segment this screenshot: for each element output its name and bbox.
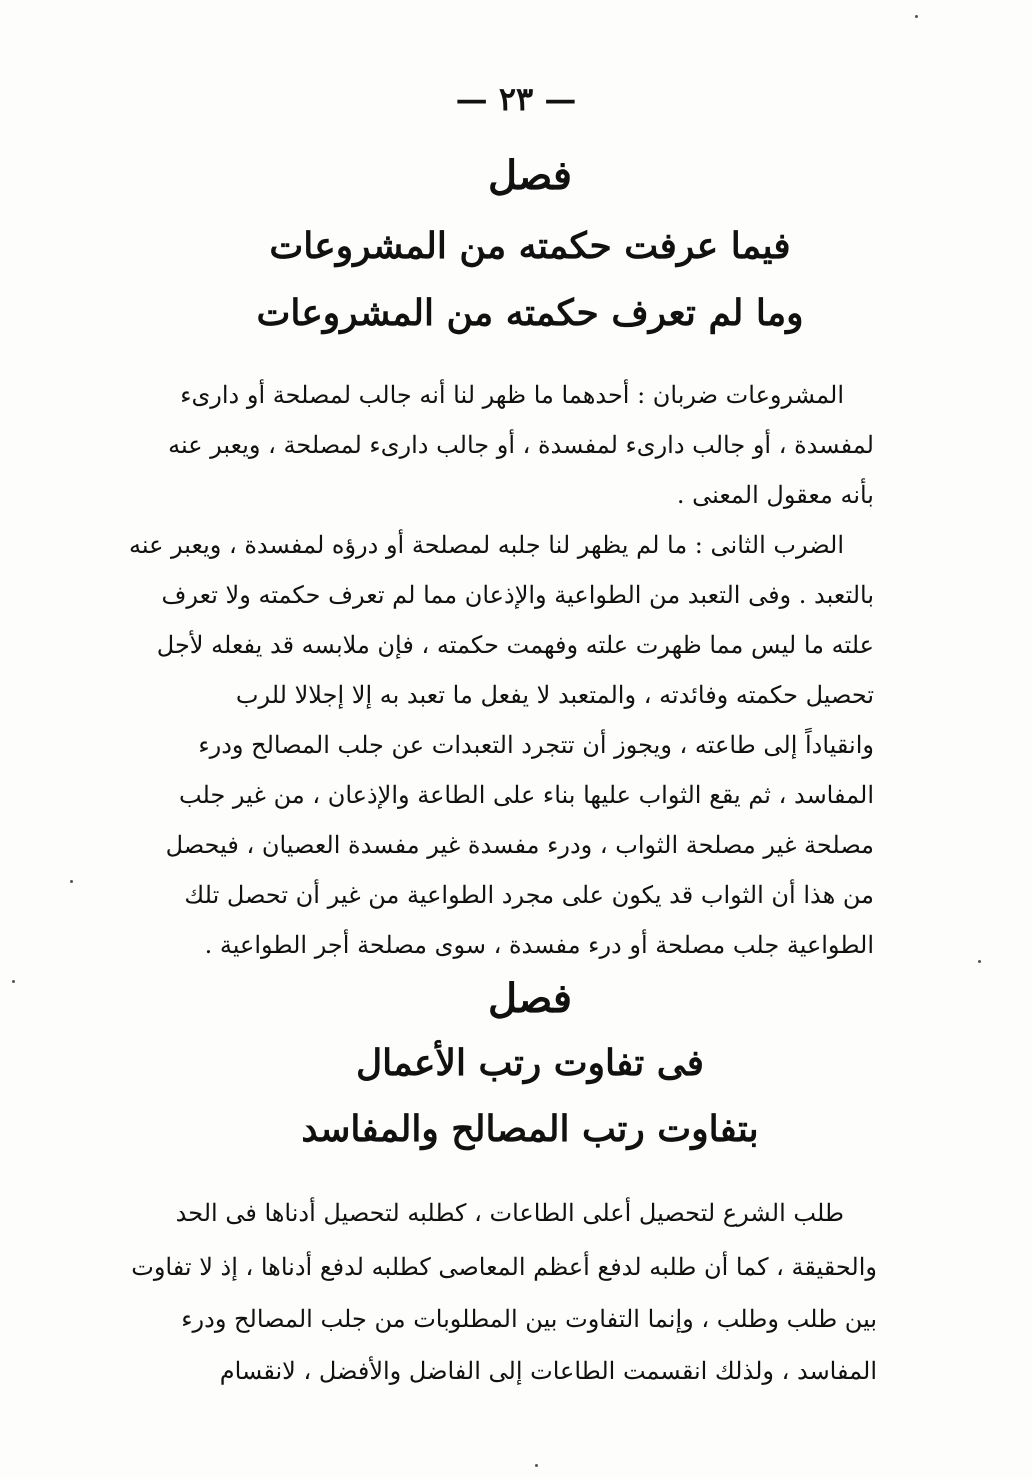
scan-speck — [915, 15, 918, 18]
section2-p1-line3: بين طلب وطلب ، وإنما التفاوت بين المطلوبات من جلب المصالح ودرء — [181, 1305, 877, 1333]
scan-speck — [978, 960, 981, 963]
scan-speck — [12, 980, 15, 983]
scan-speck — [70, 880, 73, 883]
section1-p2-line1: الضرب الثانى : ما لم يظهر لنا جلبه لمصلحة أو درؤه لمفسدة ، ويعبر عنه — [128, 531, 844, 559]
section1-p1-line1: المشروعات ضربان : أحدهما ما ظهر لنا أنه جالب لمصلحة أو دارىء — [180, 381, 844, 409]
section1-p2-line8: من هذا أن الثواب قد يكون على مجرد الطواعية من غير أن تحصل تلك — [184, 881, 874, 909]
section1-p2-line9: الطواعية جلب مصلحة أو درء مفسدة ، سوى مصلحة أجر الطواعية . — [204, 931, 874, 959]
section2-p1-line1: طلب الشرع لتحصيل أعلى الطاعات ، كطلبه لتحصيل أدناها فى الحد — [175, 1199, 844, 1227]
section1-subtitle-line2: وما لم تعرف حكمته من المشروعات — [256, 292, 804, 334]
page-number: — ٢٣ — — [455, 80, 577, 118]
section2-subtitle-line1: فى تفاوت رتب الأعمال — [356, 1042, 704, 1084]
section1-title: فصل — [487, 152, 573, 199]
scan-speck — [535, 1464, 538, 1467]
section2-p1-line4: المفاسد ، ولذلك انقسمت الطاعات إلى الفاضل والأفضل ، لانقسام — [219, 1357, 877, 1385]
section1-p2-line5: وانقياداً إلى طاعته ، ويجوز أن تتجرد التعبدات عن جلب المصالح ودرء — [198, 731, 874, 759]
section1-p2-line2: بالتعبد . وفى التعبد من الطواعية والإذعان مما لم تعرف حكمته ولا تعرف — [161, 581, 874, 609]
section1-p1-line2: لمفسدة ، أو جالب دارىء لمفسدة ، أو جالب دارىء لمصلحة ، ويعبر عنه — [168, 431, 874, 459]
section1-p2-line7: مصلحة غير مصلحة الثواب ، ودرء مفسدة غير مفسدة العصيان ، فيحصل — [165, 831, 874, 859]
section2-p1-line2: والحقيقة ، كما أن طلبه لدفع أعظم المعاصى كطلبه لدفع أدناها ، إذ لا تفاوت — [131, 1253, 877, 1281]
section1-p1-line3: بأنه معقول المعنى . — [676, 481, 874, 509]
section1-p2-line3: علته ما ليس مما ظهرت علته وفهمت حكمته ، فإن ملابسه قد يفعله لأجل — [156, 631, 874, 659]
section2-subtitle-line2: بتفاوت رتب المصالح والمفاسد — [301, 1108, 759, 1150]
section1-p2-line4: تحصيل حكمته وفائدته ، والمتعبد لا يفعل ما تعبد به إلا إجلالا للرب — [235, 681, 874, 709]
section1-subtitle-line1: فيما عرفت حكمته من المشروعات — [269, 225, 791, 267]
section1-p2-line6: المفاسد ، ثم يقع الثواب عليها بناء على الطاعة والإذعان ، من غير جلب — [178, 781, 874, 809]
section2-title: فصل — [487, 975, 573, 1022]
